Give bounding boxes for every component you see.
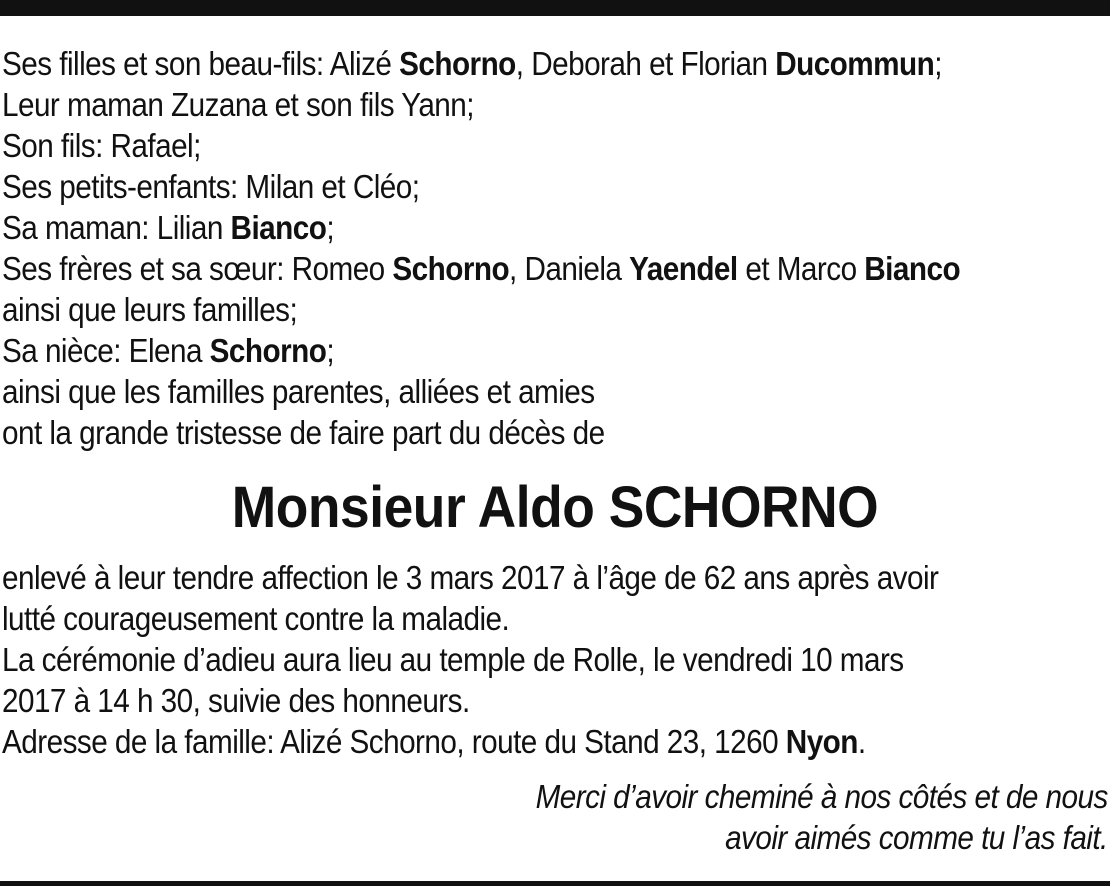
family-line-grandchildren: Ses petits-enfants: Milan et Cléo; — [2, 168, 420, 205]
family-line-relatives: ainsi que les familles parentes, alliées et amies — [2, 373, 595, 410]
text: Sa maman: Lilian — [2, 209, 231, 246]
closing-quote — [536, 776, 1108, 858]
text: ; — [326, 209, 335, 246]
family-line-daughters — [2, 43, 997, 84]
family-line-families: ainsi que leurs familles; — [2, 291, 298, 328]
closing-line-2: avoir aimés comme tu l’as fait. — [725, 819, 1108, 856]
text: . — [857, 723, 866, 760]
text: , Daniela — [509, 250, 630, 287]
family-line-mother-of-children: Leur maman Zuzana et son fils Yann; — [2, 86, 474, 123]
surname: Schorno — [209, 332, 327, 369]
text: ; — [934, 45, 942, 82]
text: et Marco — [737, 250, 865, 287]
family-line-niece — [2, 330, 997, 371]
announcement-line: ont la grande tristesse de faire part du décès de — [2, 414, 605, 451]
details-line-ceremony: La cérémonie d’adieu aura lieu au temple de Rolle, le vendredi 10 mars — [2, 641, 904, 678]
details-line-ceremony-time: 2017 à 14 h 30, suivie des honneurs. — [2, 682, 470, 719]
deceased-name: Monsieur Aldo SCHORNO — [231, 475, 879, 540]
details-line-illness: lutté courageusement contre la maladie. — [2, 600, 510, 637]
text: , Deborah et Florian — [515, 45, 776, 82]
family-line-son: Son fils: Rafael; — [2, 127, 201, 164]
town: Nyon — [785, 723, 858, 760]
family-line-mother — [2, 207, 997, 248]
text: Adresse de la famille: Alizé Schorno, route du Stand 23, 1260 — [2, 723, 786, 760]
details — [2, 557, 1108, 762]
surname: Bianco — [230, 209, 327, 246]
surname: Ducommun — [775, 45, 935, 82]
text: Ses filles et son beau-fils: Alizé — [2, 45, 400, 82]
surname: Bianco — [864, 250, 961, 287]
text: ; — [326, 332, 335, 369]
surname: Schorno — [392, 250, 510, 287]
family-list — [2, 43, 1108, 453]
bottom-rule — [0, 881, 1110, 886]
top-rule — [0, 0, 1110, 16]
text: Sa nièce: Elena — [2, 332, 210, 369]
surname: Schorno — [399, 45, 516, 82]
details-line-passing: enlevé à leur tendre affection le 3 mars 2017 à l’âge de 62 ans après avoir — [2, 559, 939, 596]
details-line-address — [2, 721, 997, 762]
text: Ses frères et sa sœur: Romeo — [2, 250, 393, 287]
surname: Yaendel — [629, 250, 738, 287]
family-line-siblings — [2, 248, 997, 289]
closing-line-1: Merci d’avoir cheminé à nos côtés et de nous — [535, 778, 1108, 815]
